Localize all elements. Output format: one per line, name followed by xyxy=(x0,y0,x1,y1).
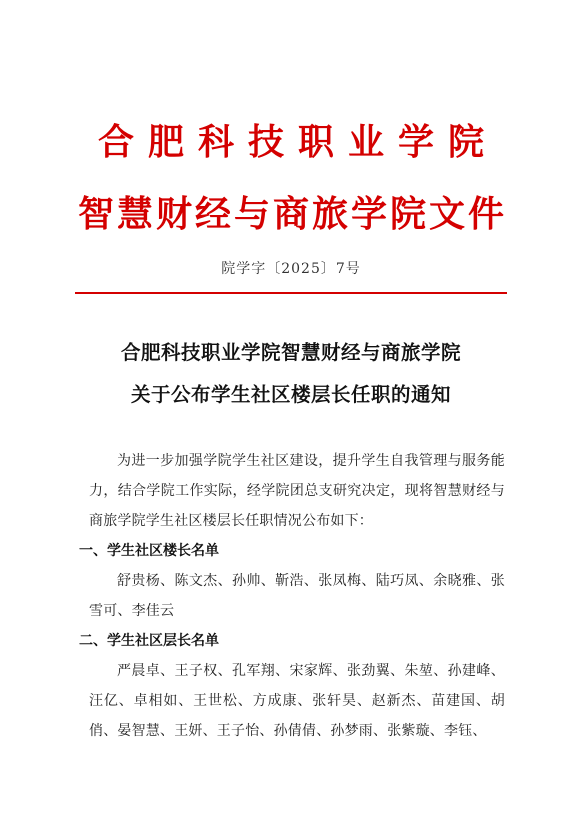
section-heading-building-leaders: 一、学生社区楼长名单 xyxy=(79,543,219,559)
issuer-header-line-1: 合肥科技职业学院 xyxy=(97,121,498,163)
red-separator-line xyxy=(75,292,507,294)
intro-paragraph: 为进一步加强学院学生社区建设，提升学生自我管理与服务能力，结合学院工作实际，经学院团总支研究决定，现将智慧财经与商旅学院学生社区楼层长任职情况公布如下： xyxy=(89,453,505,529)
document-body xyxy=(79,446,505,746)
building-leaders-names: 舒贵杨、陈文杰、孙帅、靳浩、张凤梅、陆巧凤、余晓雅、张雪可、李佳云 xyxy=(89,573,505,619)
document-title-line-1: 合肥科技职业学院智慧财经与商旅学院 xyxy=(120,341,461,364)
document-number: 院学字〔2025〕7号 xyxy=(221,261,361,277)
floor-leaders-names: 严晨卓、王子权、孔军翔、宋家辉、张劲翼、朱堃、孙建峰、汪亿、卓相如、王世松、方成康、张轩昊、赵新杰、苗建国、胡俏、晏智慧、王妍、王子怡、孙倩倩、孙梦雨、张紫璇、李钰、 xyxy=(89,663,505,739)
section-heading-floor-leaders: 二、学生社区层长名单 xyxy=(79,633,219,649)
issuer-header-line-2: 智慧财经与商旅学院文件 xyxy=(77,193,507,235)
document-title-line-2: 关于公布学生社区楼层长任职的通知 xyxy=(130,383,451,406)
